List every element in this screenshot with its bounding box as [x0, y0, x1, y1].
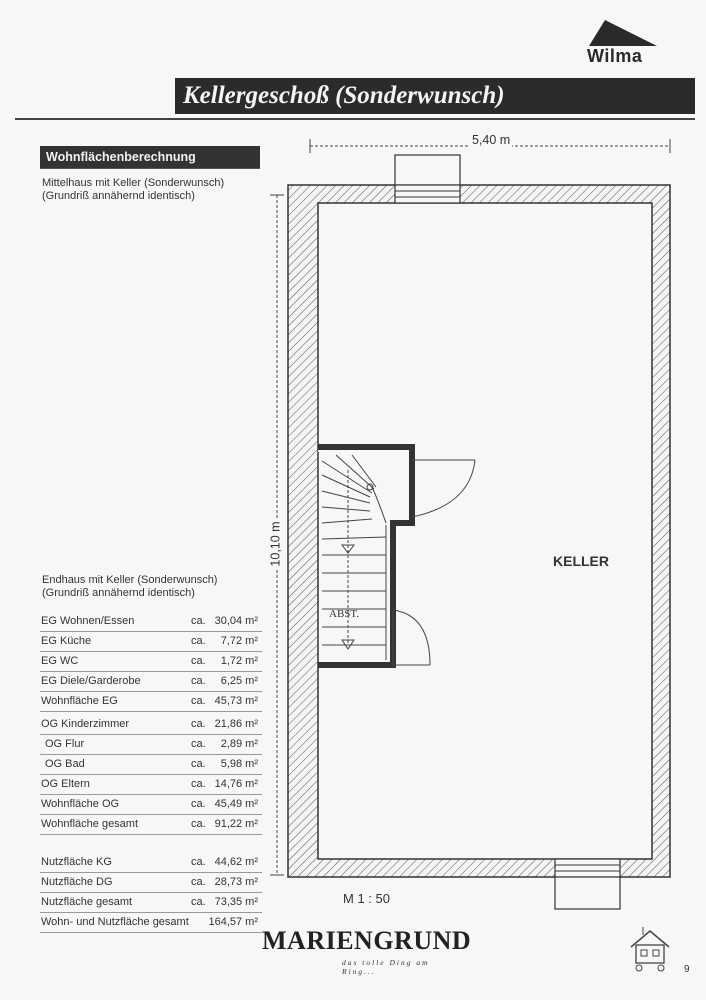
row-ca: ca. [191, 798, 206, 810]
row-label: Nutzfläche DG [41, 876, 113, 888]
row-ca: ca. [191, 695, 206, 707]
row-label: Nutzfläche KG [41, 856, 112, 868]
row-label: EG Wohnen/Essen [41, 615, 135, 627]
page-number: 9 [684, 964, 690, 975]
endhaus-line1: Endhaus mit Keller (Sonderwunsch) [42, 574, 218, 586]
page-title: Kellergeschoß (Sonderwunsch) [175, 78, 695, 114]
row-value: 7,72 m² [220, 635, 258, 647]
stair-door-upper [412, 460, 475, 517]
row-value: 14,76 m² [214, 778, 258, 790]
stair-door-lower [393, 610, 430, 665]
outer-walls [288, 185, 670, 877]
staircase [318, 447, 412, 665]
row-value: 45,73 m² [214, 695, 258, 707]
row-label: EG Diele/Garderobe [41, 675, 141, 687]
mittelhaus-line2: (Grundriß annähernd identisch) [42, 190, 195, 202]
row-ca: ca. [191, 718, 206, 730]
row-label: EG Küche [41, 635, 92, 647]
wilma-logo [585, 20, 665, 70]
table-row [40, 692, 262, 712]
table-row [40, 873, 262, 893]
row-value: 44,62 m² [214, 856, 258, 868]
mittelhaus-line1: Mittelhaus mit Keller (Sonderwunsch) [42, 177, 225, 189]
row-label: Wohnfläche OG [41, 798, 120, 810]
row-value: 6,25 m² [220, 675, 258, 687]
row-value: 1,72 m² [220, 655, 258, 667]
mariengrund-logo [262, 926, 472, 976]
endhaus-line2: (Grundriß annähernd identisch) [42, 587, 195, 599]
row-value: 45,49 m² [214, 798, 258, 810]
row-value: 28,73 m² [214, 876, 258, 888]
table-row [40, 795, 262, 815]
area-table-eg [40, 612, 262, 712]
table-row [40, 913, 262, 933]
row-label: Wohn- und Nutzfläche gesamt [41, 916, 189, 928]
row-value: 30,04 m² [214, 615, 258, 627]
stair-label: ABST. [329, 608, 360, 620]
table-row [40, 755, 262, 775]
row-ca: ca. [191, 818, 206, 830]
row-value: 21,86 m² [214, 718, 258, 730]
section-header: Wohnflächenberechnung [40, 146, 260, 168]
table-row [40, 632, 262, 652]
logo-text: Wilma [587, 46, 643, 66]
floor-plan [260, 125, 700, 925]
table-row [40, 672, 262, 692]
brand-slogan: das tolle Ding am Ring... [342, 958, 430, 976]
area-table-nutz [40, 853, 262, 933]
row-ca: ca. [191, 856, 206, 868]
row-label: OG Flur [45, 738, 85, 750]
bottom-window [555, 859, 620, 909]
row-value: 164,57 m² [208, 916, 258, 928]
width-dimension-label: 5,40 m [472, 133, 511, 147]
row-value: 2,89 m² [220, 738, 258, 750]
table-row [40, 735, 262, 755]
height-dimension-label: 10,10 m [268, 521, 283, 567]
table-row [40, 652, 262, 672]
row-label: OG Eltern [41, 778, 90, 790]
row-label: EG WC [41, 655, 79, 667]
row-value: 91,22 m² [214, 818, 258, 830]
row-ca: ca. [191, 615, 206, 627]
row-ca: ca. [191, 738, 206, 750]
table-row [40, 853, 262, 873]
row-label: Wohnfläche EG [41, 695, 118, 707]
house-mascot-icon [625, 925, 675, 973]
row-label: Nutzfläche gesamt [41, 896, 133, 908]
table-row [40, 715, 262, 735]
row-ca: ca. [191, 876, 206, 888]
row-value: 5,98 m² [220, 758, 258, 770]
area-table-og [40, 715, 262, 835]
row-value: 73,35 m² [214, 896, 258, 908]
mittelhaus-caption [42, 177, 224, 203]
row-label: OG Kinderzimmer [41, 718, 130, 730]
row-label: OG Bad [45, 758, 85, 770]
room-label: KELLER [553, 553, 609, 569]
scale-label: M 1 : 50 [343, 891, 390, 906]
brand-name: MARIENGRUND [262, 926, 472, 955]
title-divider [15, 118, 695, 120]
table-row [40, 893, 262, 913]
top-window [395, 155, 460, 203]
table-row [40, 612, 262, 632]
row-ca: ca. [191, 655, 206, 667]
row-label: Wohnfläche gesamt [41, 818, 139, 830]
row-ca: ca. [191, 896, 206, 908]
section-header-rule [40, 168, 260, 169]
row-ca: ca. [191, 635, 206, 647]
table-row [40, 815, 262, 835]
row-ca: ca. [191, 758, 206, 770]
endhaus-caption [42, 574, 217, 600]
row-ca: ca. [191, 778, 206, 790]
row-ca: ca. [191, 675, 206, 687]
table-row [40, 775, 262, 795]
